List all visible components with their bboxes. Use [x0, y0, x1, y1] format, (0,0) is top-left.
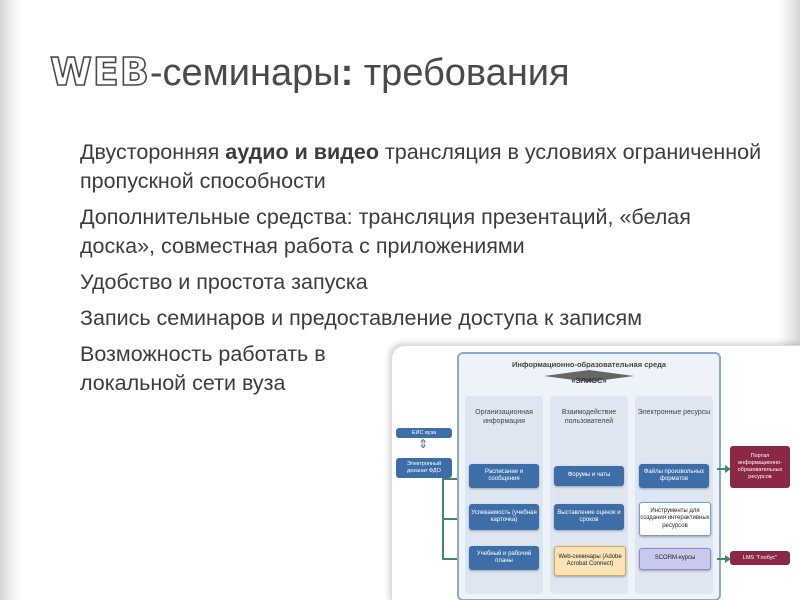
left-edge-shadow [0, 0, 22, 600]
diagram-box: Учебный и рабочий планы [469, 546, 539, 570]
column-org-info [465, 396, 543, 594]
column-user-interaction [550, 396, 628, 594]
title-colon: : [340, 52, 354, 94]
column-header: Электронные ресурсы [637, 409, 711, 416]
title-rest: -семинары [149, 52, 341, 94]
bullet-text: Возможность работать в локальной сети вуза [80, 342, 326, 395]
bullet-item [58, 304, 768, 333]
double-arrow-icon: ⇕ [418, 437, 429, 451]
bullet-text: Двусторонняя [80, 140, 226, 164]
column-header: Организационная информация [475, 409, 533, 425]
diagram-box: Файлы произвольных форматов [639, 464, 709, 488]
bullet-text: Запись семинаров и предоставление доступа к записям [80, 306, 642, 330]
diagram-box: Успеваемость (учебная карточка) [469, 504, 539, 530]
bullet-text-tail: трансляция в условиях ограниченной пропускной способности [80, 140, 762, 193]
arrow-icon [717, 468, 727, 470]
bullet-bold-text: аудио и видео [225, 140, 379, 164]
diagram-box: Расписание и сообщения [469, 464, 539, 488]
bullet-text: Удобство и простота запуска [80, 270, 368, 294]
diagram-box: Выставление оценок и сроков [554, 504, 624, 530]
portal-box: Портал информационно-образовательных ресурсов [730, 446, 790, 488]
slide-title [50, 50, 570, 95]
diagram-box: Инструменты для создания интерактивных ресурсов [639, 502, 711, 536]
diagram-box-highlight: Web-семинары (Adobe Acrobat Connect) [554, 546, 626, 576]
bullet-item [58, 268, 768, 297]
bullet-text: Дополнительные средства: трансляция презентаций, «белая доска», совместная работа с приложениями [80, 205, 691, 258]
title-web: WEB [50, 50, 150, 94]
title-tail: требования [353, 52, 570, 94]
elios-container [457, 352, 721, 600]
column-header: Взаимодействие пользователей [561, 409, 617, 425]
bullet-item [58, 203, 768, 261]
bullet-item [58, 138, 768, 196]
eis-box: ЕИС вуза [396, 428, 452, 438]
elios-diagram-image [391, 345, 800, 600]
deanery-box: Электронный деканат ФДО [396, 458, 452, 478]
diagram-box: SCORM-курсы [639, 548, 711, 570]
diagram-title: Информационно-образовательная среда [511, 360, 667, 369]
bullet-item [58, 340, 400, 398]
arrow-icon [717, 558, 727, 560]
lms-box: LMS "Глобус" [730, 551, 790, 565]
column-e-resources [635, 396, 713, 594]
diagram-box: Форумы и чаты [554, 466, 624, 486]
diagram-subtitle: «ЭЛИОС» [571, 376, 607, 385]
